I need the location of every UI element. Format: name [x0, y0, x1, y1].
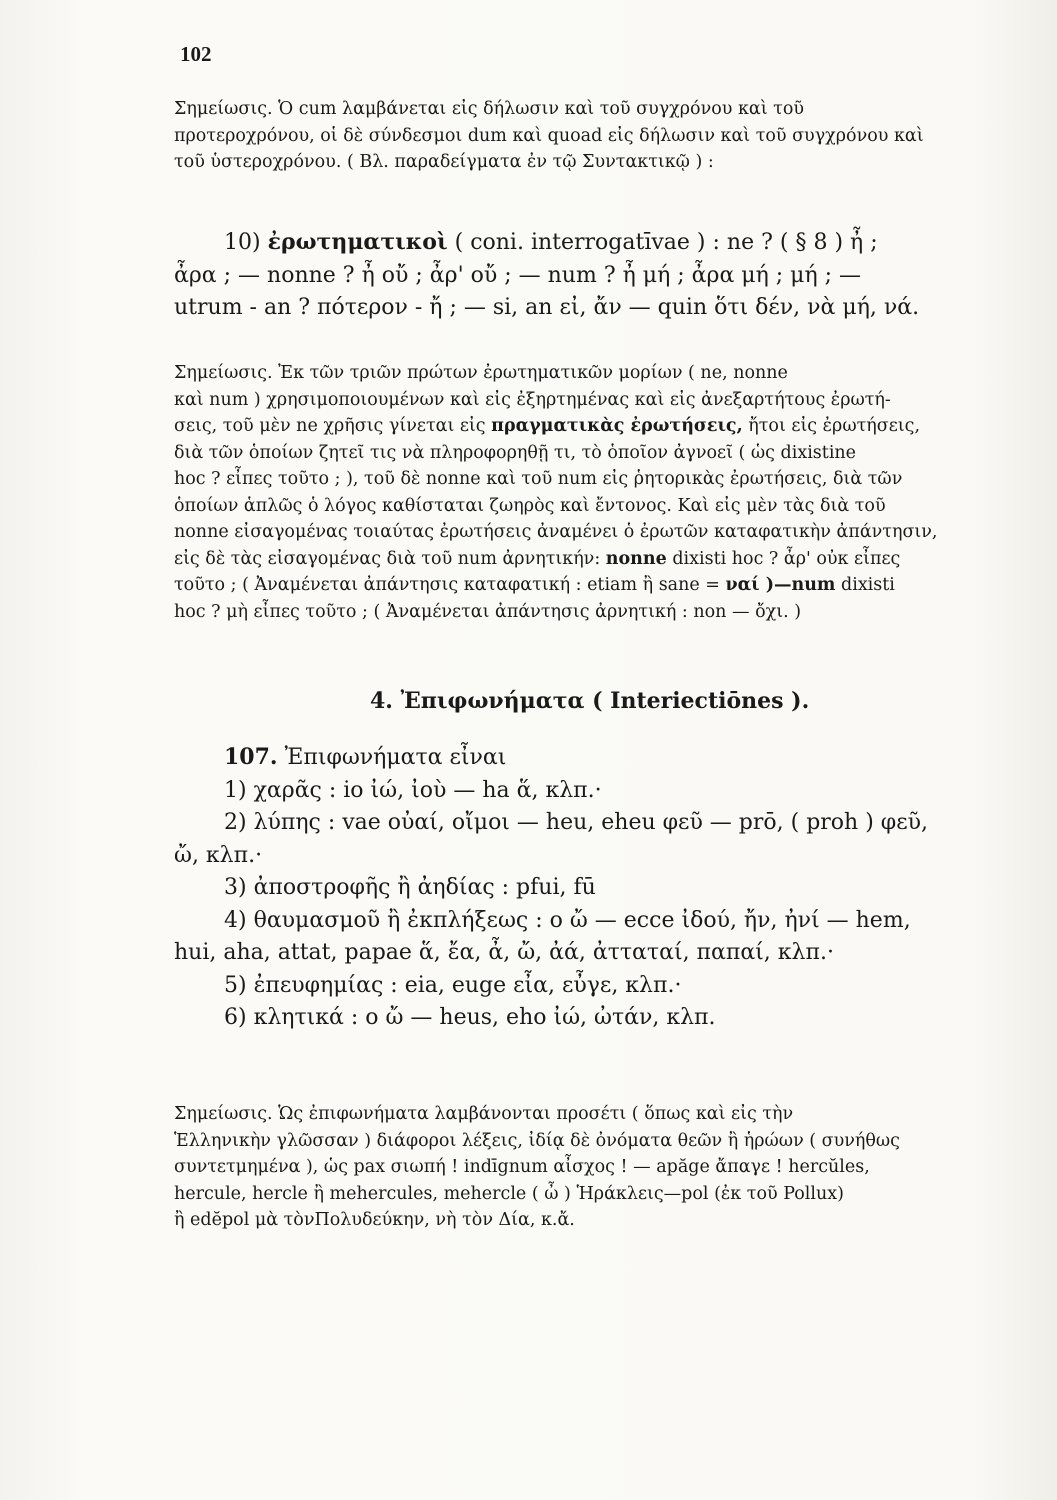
s107-item-2-cont: ὤ, κλπ.· [174, 842, 263, 868]
s107-item-3: 3) ἀποστροφῆς ἢ ἀηδίας : pfui, fū [224, 875, 596, 900]
item10-line-2: ἆρα ; — nonne ? ἦ οὔ ; ἆρ' οὔ ; — num ? ἦ μή ; ἆρα μή ; μή ; — [174, 262, 862, 288]
s107-intro: 107. Ἐπιφωνήματα εἶναι [224, 744, 507, 770]
note3-line-3: συντετμημένα ), ὡς pax σιωπή ! indīgnum αἶσχος ! — apăge ἄπαγε ! hercŭles, [174, 1157, 870, 1177]
note2-line-3: σεις, τοῦ μὲν ne χρῆσις γίνεται εἰς πραγματικὰς ἐρωτήσεις, ἤτοι εἰς ἐρωτήσεις, [174, 416, 921, 436]
note2-line-8: εἰς δὲ τὰς εἰσαγομένας διὰ τοῦ num ἀρνητικήν: nonne dixisti hoc ? ἆρ' οὐκ εἶπες [174, 548, 901, 569]
section-heading: 4. Ἐπιφωνήματα ( Interiectiōnes ). [370, 688, 810, 714]
s107-item-5: 5) ἐπευφημίας : eia, euge εἶα, εὖγε, κλπ.· [224, 972, 682, 998]
note2-line-5: hoc ? εἶπες τοῦτο ; ), τοῦ δὲ nonne καὶ τοῦ num εἰς ῥητορικὰς ἐρωτήσεις, διὰ τῶν [174, 469, 903, 489]
item10-line-3: utrum - an ? πότερον - ἤ ; — si, an εἰ, ἄν — quin ὅτι δέν, νὰ μή, νά. [174, 295, 920, 320]
note2-bold-nai: ναί [725, 575, 760, 595]
note2-bold-nonne: nonne [605, 548, 667, 569]
section-107-block [174, 741, 1032, 1035]
note2-line-1: Σημείωσις. Ἐκ τῶν τριῶν πρώτων ἐρωτηματικῶν μορίων ( ne, nonne [174, 363, 788, 383]
note2-bold-num: )—num [759, 575, 836, 595]
note2-line-4: διὰ τῶν ὁποίων ζητεῖ τις νὰ πληροφορηθῇ τι, τὸ ὁποῖον ἀγνοεῖ ( ὡς dixistine [174, 442, 857, 463]
note-block-3 [174, 1101, 1032, 1234]
s107-item-1: 1) χαρᾶς : io ἰώ, ἰοὺ — ha ἅ, κλπ.· [224, 777, 602, 803]
note3-line-1: Σημείωσις. Ὡς ἐπιφωνήματα λαμβάνονται προσέτι ( ὅπως καὶ εἰς τὴν [174, 1104, 794, 1124]
s107-number: 107. [224, 744, 278, 770]
item10-rest: ( coni. interrogatīvae ) : ne ? ( § 8 ) ἦ ; [454, 230, 878, 255]
note2-line-9: τοῦτο ; ( Ἀναμένεται ἀπάντησις καταφατική : etiam ἢ sane = ναί )—num dixisti [174, 575, 895, 595]
note1-line-3: τοῦ ὑστεροχρόνου. ( Βλ. παραδείγματα ἐν τῷ Συντακτικῷ ) : [174, 152, 714, 172]
note1-line-1: Σημείωσις. Ὁ cum λαμβάνεται εἰς δήλωσιν καὶ τοῦ συγχρόνου καὶ τοῦ [174, 99, 804, 119]
note3-line-4: hercule, hercle ἢ mehercules, mehercle ( ὦ ) Ἡράκλεις—pol (ἐκ τοῦ Pollux) [174, 1183, 844, 1204]
item10-line-1 [174, 226, 1032, 260]
note2-line-2: καὶ num ) χρησιμοποιουμένων καὶ εἰς ἐξηρτημένας καὶ εἰς ἀνεξαρτήτους ἐρωτή- [174, 389, 891, 410]
item-10-block [174, 226, 1032, 325]
note2-line-10: hoc ? μὴ εἶπες τοῦτο ; ( Ἀναμένεται ἀπάντησις ἀρνητική : non — ὄχι. ) [174, 601, 802, 622]
note2-line-7: nonne εἰσαγομένας τοιαύτας ἐρωτήσεις ἀναμένει ὁ ἐρωτῶν καταφατικὴν ἀπάντησιν, [174, 522, 938, 542]
s107-item-2: 2) λύπης : vae οὐαί, οἴμοι — heu, eheu φεῦ — prō, ( proh ) φεῦ, [224, 810, 928, 835]
s107-item-4: 4) θαυμασμοῦ ἢ ἐκπλήξεως : o ὤ — ecce ἰδού, ἤν, ἠνί — hem, [224, 907, 911, 933]
note1-line-2: προτεροχρόνου, οἱ δὲ σύνδεσμοι dum καὶ quoad εἰς δήλωσιν καὶ τοῦ συγχρόνου καὶ [174, 125, 924, 146]
note3-line-2: Ἑλληνικὴν γλῶσσαν ) διάφοροι λέξεις, ἰδίᾳ δὲ ὀνόματα θεῶν ἢ ἡρώων ( συνήθως [174, 1130, 900, 1151]
s107-item-6: 6) κλητικά : o ὤ — heus, eho ἰώ, ὠτάν, κλπ. [224, 1005, 716, 1030]
item10-number: 10) [224, 230, 261, 255]
s107-item-4-cont: hui, aha, attat, papae ἅ, ἔα, ἆ, ὤ, ἀά, ἀτταταί, παπαί, κλπ.· [174, 940, 834, 965]
note2-line-6: ὁποίων ἁπλῶς ὁ λόγος καθίσταται ζωηρὸς καὶ ἔντονος. Καὶ εἰς μὲν τὰς διὰ τοῦ [174, 495, 886, 516]
item10-term: ἐρωτηματικοὶ [267, 229, 448, 255]
note-block-2 [174, 360, 1032, 625]
note2-bold-term: πραγματικὰς ἐρωτήσεις, [491, 416, 743, 436]
note3-line-5: ἢ edĕpol μὰ τὸνΠολυδεύκην, νὴ τὸν Δία, κ.ἄ. [174, 1210, 575, 1230]
page-number: 102 [180, 42, 212, 66]
note-block-1 [174, 96, 1032, 176]
